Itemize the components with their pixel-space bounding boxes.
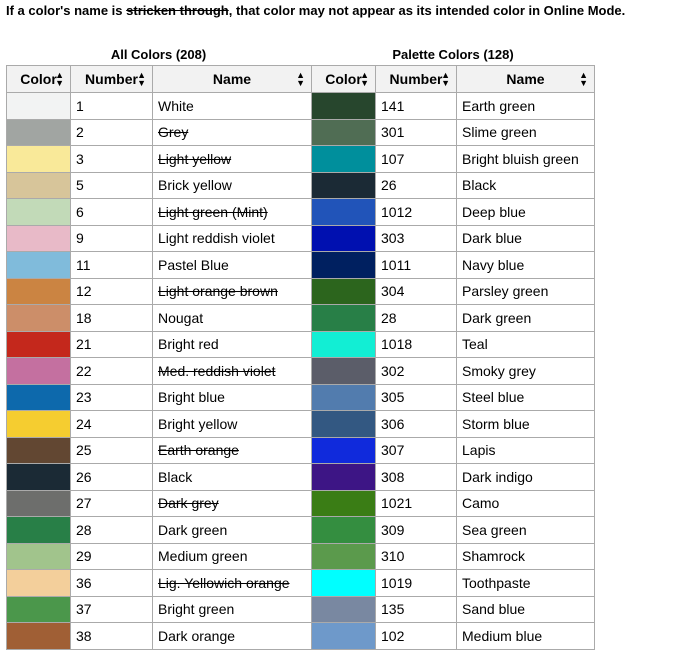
- sort-icon: ▲ ▼: [137, 70, 146, 88]
- sort-icon: ▲ ▼: [441, 70, 450, 88]
- color-swatch: [312, 411, 376, 438]
- color-header-label: Color: [325, 71, 362, 87]
- color-number: 36: [71, 570, 153, 597]
- color-name: Light orange brown: [153, 278, 312, 305]
- color-name: Medium green: [153, 543, 312, 570]
- color-swatch: [312, 172, 376, 199]
- color-swatch: [7, 172, 71, 199]
- table-row: [312, 146, 595, 173]
- table-row: [312, 437, 595, 464]
- color-name: Storm blue: [457, 411, 595, 438]
- table-row: [7, 517, 312, 544]
- table-row: [312, 305, 595, 332]
- color-number: 102: [376, 623, 457, 650]
- color-number: 6: [71, 199, 153, 226]
- color-name: Earth orange: [153, 437, 312, 464]
- table-row: [7, 199, 312, 226]
- color-number: 28: [376, 305, 457, 332]
- color-swatch: [312, 570, 376, 597]
- table-row: [7, 596, 312, 623]
- color-swatch: [7, 437, 71, 464]
- notice-after: , that color may not appear as its intended color in Online Mode.: [228, 3, 626, 18]
- color-name: Grey: [153, 119, 312, 146]
- table-row: [312, 384, 595, 411]
- color-swatch: [7, 305, 71, 332]
- color-number: 12: [71, 278, 153, 305]
- color-name: White: [153, 93, 312, 120]
- header-row: [312, 66, 595, 93]
- sort-icon: ▲ ▼: [296, 70, 305, 88]
- color-number: 24: [71, 411, 153, 438]
- color-swatch: [7, 119, 71, 146]
- color-swatch: [7, 596, 71, 623]
- color-swatch: [312, 517, 376, 544]
- table-row: [7, 331, 312, 358]
- color-column-header[interactable]: [312, 66, 376, 93]
- table-row: [312, 517, 595, 544]
- name-header-label: Name: [212, 71, 252, 87]
- color-swatch: [312, 225, 376, 252]
- color-swatch: [7, 570, 71, 597]
- header-row: [7, 66, 312, 93]
- table-row: [312, 490, 595, 517]
- color-number: 306: [376, 411, 457, 438]
- color-number: 2: [71, 119, 153, 146]
- color-column-header[interactable]: [7, 66, 71, 93]
- color-swatch: [312, 93, 376, 120]
- color-name: Navy blue: [457, 252, 595, 279]
- color-swatch: [7, 146, 71, 173]
- number-column-header[interactable]: [376, 66, 457, 93]
- table-row: [7, 437, 312, 464]
- table-row: [7, 570, 312, 597]
- color-number: 3: [71, 146, 153, 173]
- color-swatch: [312, 358, 376, 385]
- name-column-header[interactable]: [153, 66, 312, 93]
- table-row: [312, 278, 595, 305]
- table-row: [312, 358, 595, 385]
- color-number: 308: [376, 464, 457, 491]
- color-name: Dark orange: [153, 623, 312, 650]
- color-number: 310: [376, 543, 457, 570]
- color-name: Sand blue: [457, 596, 595, 623]
- color-number: 1012: [376, 199, 457, 226]
- color-number: 141: [376, 93, 457, 120]
- color-name: Parsley green: [457, 278, 595, 305]
- color-name: Black: [457, 172, 595, 199]
- color-number: 38: [71, 623, 153, 650]
- table-row: [312, 596, 595, 623]
- color-name: Light green (Mint): [153, 199, 312, 226]
- all-colors-table: [6, 65, 312, 650]
- color-swatch: [312, 331, 376, 358]
- color-swatch: [7, 278, 71, 305]
- color-swatch: [7, 225, 71, 252]
- name-header-label: Name: [506, 71, 545, 87]
- table-row: [7, 93, 312, 120]
- table-row: [312, 411, 595, 438]
- color-name: Dark green: [457, 305, 595, 332]
- color-swatch: [7, 358, 71, 385]
- table-row: [7, 490, 312, 517]
- sort-icon: ▲ ▼: [360, 70, 369, 88]
- color-swatch: [7, 517, 71, 544]
- color-name: Brick yellow: [153, 172, 312, 199]
- color-header-label: Color: [20, 71, 57, 87]
- table-row: [7, 464, 312, 491]
- color-number: 5: [71, 172, 153, 199]
- table-row: [7, 305, 312, 332]
- number-header-label: Number: [389, 71, 443, 87]
- color-name: Bright blue: [153, 384, 312, 411]
- palette-colors-caption: Palette Colors (128): [392, 47, 514, 62]
- table-row: [312, 225, 595, 252]
- color-number: 107: [376, 146, 457, 173]
- color-swatch: [312, 278, 376, 305]
- color-swatch: [7, 464, 71, 491]
- color-name: Lapis: [457, 437, 595, 464]
- color-name: Med. reddish violet: [153, 358, 312, 385]
- color-name: Bright bluish green: [457, 146, 595, 173]
- color-name: Shamrock: [457, 543, 595, 570]
- color-number: 23: [71, 384, 153, 411]
- table-row: [312, 199, 595, 226]
- color-swatch: [312, 252, 376, 279]
- all-colors-body: [7, 93, 312, 650]
- color-name: Steel blue: [457, 384, 595, 411]
- table-row: [312, 543, 595, 570]
- color-swatch: [312, 199, 376, 226]
- table-row: [312, 93, 595, 120]
- color-number: 301: [376, 119, 457, 146]
- color-name: Earth green: [457, 93, 595, 120]
- color-swatch: [7, 490, 71, 517]
- color-name: Black: [153, 464, 312, 491]
- color-number: 1018: [376, 331, 457, 358]
- table-row: [312, 623, 595, 650]
- color-name: Pastel Blue: [153, 252, 312, 279]
- color-swatch: [7, 623, 71, 650]
- color-name: Toothpaste: [457, 570, 595, 597]
- color-swatch: [7, 93, 71, 120]
- table-row: [7, 252, 312, 279]
- color-name: Light yellow: [153, 146, 312, 173]
- sort-icon: ▲ ▼: [55, 70, 64, 88]
- notice-struck-text: stricken through: [126, 3, 229, 18]
- color-swatch: [7, 331, 71, 358]
- color-number: 303: [376, 225, 457, 252]
- notice-before: If a color's name is: [6, 3, 127, 18]
- table-row: [312, 570, 595, 597]
- color-number: 1: [71, 93, 153, 120]
- table-row: [7, 623, 312, 650]
- color-name: Dark green: [153, 517, 312, 544]
- table-row: [312, 119, 595, 146]
- color-name: Bright yellow: [153, 411, 312, 438]
- color-number: 28: [71, 517, 153, 544]
- sort-icon: ▲ ▼: [579, 70, 588, 88]
- color-swatch: [312, 119, 376, 146]
- color-number: 26: [71, 464, 153, 491]
- color-name: Nougat: [153, 305, 312, 332]
- color-swatch: [312, 146, 376, 173]
- color-number: 18: [71, 305, 153, 332]
- table-row: [7, 278, 312, 305]
- color-number: 27: [71, 490, 153, 517]
- color-name: Slime green: [457, 119, 595, 146]
- color-swatch: [312, 596, 376, 623]
- color-swatch: [312, 490, 376, 517]
- number-column-header[interactable]: [71, 66, 153, 93]
- color-name: Camo: [457, 490, 595, 517]
- table-row: [312, 464, 595, 491]
- table-row: [312, 252, 595, 279]
- color-number: 309: [376, 517, 457, 544]
- color-number: 1021: [376, 490, 457, 517]
- table-row: [7, 384, 312, 411]
- color-swatch: [7, 411, 71, 438]
- table-row: [312, 331, 595, 358]
- color-number: 305: [376, 384, 457, 411]
- color-number: 135: [376, 596, 457, 623]
- color-swatch: [7, 384, 71, 411]
- number-header-label: Number: [85, 71, 138, 87]
- color-number: 22: [71, 358, 153, 385]
- color-name: Bright red: [153, 331, 312, 358]
- table-row: [7, 543, 312, 570]
- color-swatch: [312, 437, 376, 464]
- color-number: 302: [376, 358, 457, 385]
- color-swatch: [312, 543, 376, 570]
- color-swatch: [7, 543, 71, 570]
- color-name: Dark indigo: [457, 464, 595, 491]
- name-column-header[interactable]: [457, 66, 595, 93]
- color-number: 9: [71, 225, 153, 252]
- table-row: [7, 172, 312, 199]
- color-swatch: [312, 464, 376, 491]
- color-name: Light reddish violet: [153, 225, 312, 252]
- color-name: Dark blue: [457, 225, 595, 252]
- color-number: 307: [376, 437, 457, 464]
- table-row: [312, 172, 595, 199]
- color-number: 25: [71, 437, 153, 464]
- color-number: 29: [71, 543, 153, 570]
- color-swatch: [312, 305, 376, 332]
- color-number: 37: [71, 596, 153, 623]
- color-number: 1011: [376, 252, 457, 279]
- color-swatch: [7, 252, 71, 279]
- color-number: 11: [71, 252, 153, 279]
- color-name: Medium blue: [457, 623, 595, 650]
- table-row: [7, 358, 312, 385]
- color-number: 21: [71, 331, 153, 358]
- strikethrough-notice: [6, 3, 625, 18]
- table-row: [7, 119, 312, 146]
- color-name: Teal: [457, 331, 595, 358]
- color-swatch: [7, 199, 71, 226]
- color-name: Lig. Yellowich orange: [153, 570, 312, 597]
- table-row: [7, 146, 312, 173]
- color-name: Deep blue: [457, 199, 595, 226]
- color-name: Sea green: [457, 517, 595, 544]
- palette-colors-table: [311, 65, 595, 650]
- color-swatch: [312, 623, 376, 650]
- all-colors-caption: All Colors (208): [110, 47, 207, 62]
- color-number: 1019: [376, 570, 457, 597]
- color-number: 26: [376, 172, 457, 199]
- color-name: Smoky grey: [457, 358, 595, 385]
- color-name: Dark grey: [153, 490, 312, 517]
- color-number: 304: [376, 278, 457, 305]
- color-swatch: [312, 384, 376, 411]
- table-row: [7, 225, 312, 252]
- table-row: [7, 411, 312, 438]
- palette-colors-body: [312, 93, 595, 650]
- color-name: Bright green: [153, 596, 312, 623]
